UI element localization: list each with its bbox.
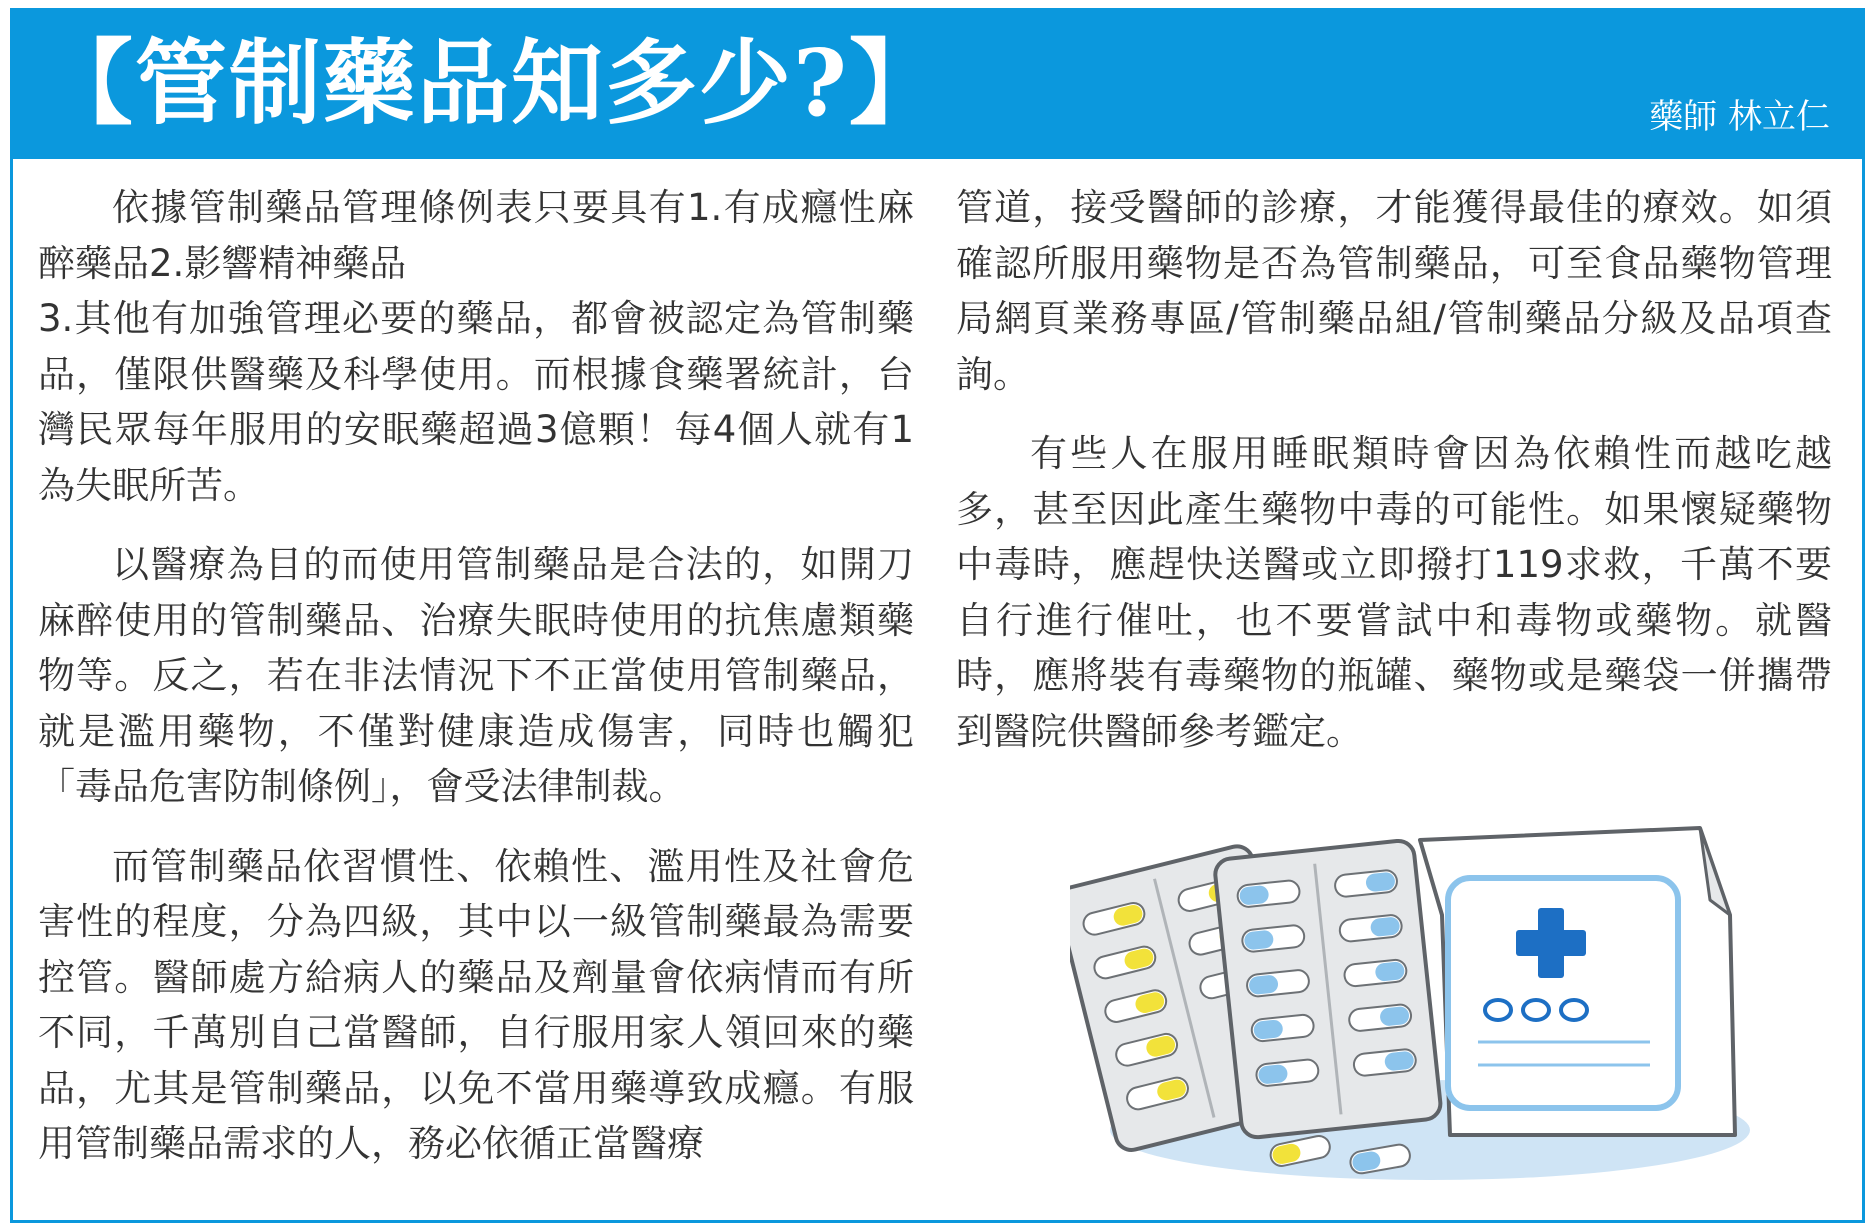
prescription-bag [1420,828,1735,1135]
paragraph [38,180,914,513]
right-column [956,180,1832,783]
header-banner [13,11,1862,159]
paragraph: 以醫療為目的而使用管制藥品是合法的，如開刀麻醉使用的管制藥品、治療失眠時使用的抗焦慮類藥物等。反之，若在非法情況下不正當使用管制藥品，就是濫用藥物，不僅對健康造成傷害，同時也觸犯「毒品危害防制條例」，會受法律制裁。 [38,543,914,808]
paragraph: 有些人在服用睡眠類時會因為依賴性而越吃越多，甚至因此產生藥物中毒的可能性。如果懷疑藥物中毒時，應趕快送醫或立即撥打119求救，千萬不要自行進行催吐，也不要嘗試中和毒物或藥物。就醫時，應將裝有毒藥物的瓶罐、藥物或是藥袋一併攜帶到醫院供醫師參考鑑定。 [956,432,1832,753]
paragraph-text: 依據管制藥品管理條例表只要具有1.有成癮性麻醉藥品2.影響精神藥品 [38,186,914,285]
blister-pack-front [1214,839,1442,1138]
medicine-blister-packs-and-prescription-bag-icon [1070,820,1770,1180]
left-column [38,180,914,1196]
paragraph: 管道，接受醫師的診療，才能獲得最佳的療效。如須確認所服用藥物是否為管制藥品，可至食品藥物管理局網頁業務專區/管制藥品組/管制藥品分級及品項查詢。 [956,186,1832,396]
medicine-illustration [1070,820,1770,1180]
article-title: 【管制藥品知多少?】 [41,29,943,137]
paragraph: 而管制藥品依習慣性、依賴性、濫用性及社會危害性的程度，分為四級，其中以一級管制藥最為需要控管。醫師處方給病人的藥品及劑量會依病情而有所不同，千萬別自己當醫師，自行服用家人領回來的藥品，尤其是管制藥品，以免不當用藥導致成癮。有服用管制藥品需求的人，務必依循正當醫療 [38,844,914,1165]
paragraph-text: 3.其他有加強管理必要的藥品，都會被認定為管制藥品，僅限供醫藥及科學使用。而根據食藥署統計，台灣民眾每年服用的安眠藥超過3億顆！每4個人就有1為失眠所苦。 [38,297,914,507]
author-byline: 藥師 林立仁 [1649,97,1830,137]
